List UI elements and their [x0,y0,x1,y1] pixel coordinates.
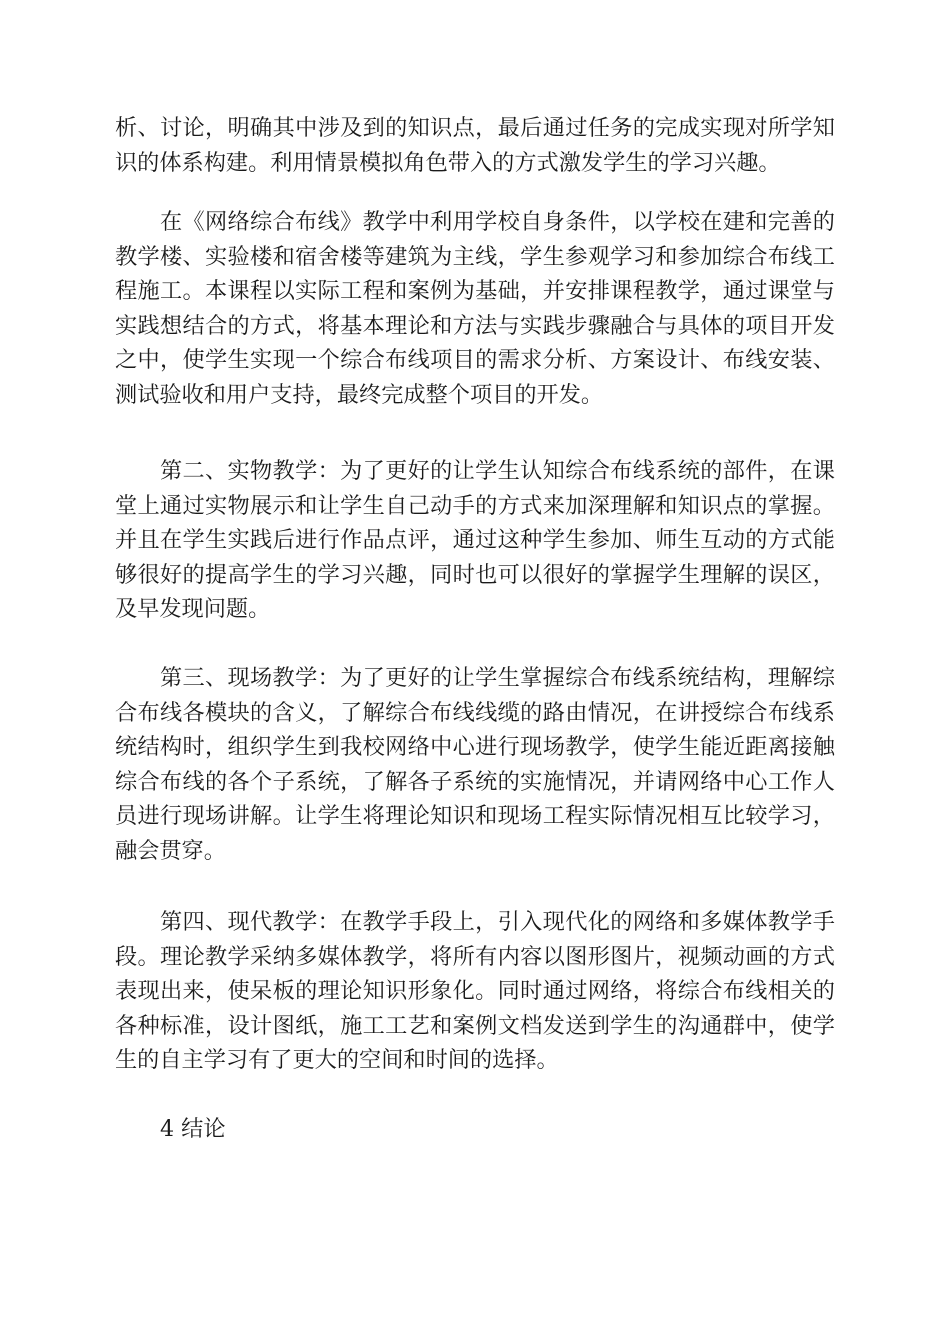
section-heading-conclusion: 4 结论 [160,1116,226,1142]
paragraph-continuation: 析、讨论，明确其中涉及到的知识点，最后通过任务的完成实现对所学知识的体系构建。利用情景模拟角色带入的方式激发学生的学习兴趣。 [115,115,835,176]
paragraph-physical-teaching: 第二、实物教学：为了更好的让学生认知综合布线系统的部件，在课堂上通过实物展示和让学生自己动手的方式来加深理解和知识点的掌握。并且在学生实践后进行作品点评，通过这种学生参加、师生互动的方式能够很好的提高学生的学习兴趣，同时也可以很好的掌握学生理解的误区，及早发现问题。 [115,458,835,622]
paragraph-modern-teaching: 第四、现代教学：在教学手段上，引入现代化的网络和多媒体教学手段。理论教学采纳多媒体教学，将所有内容以图形图片，视频动画的方式表现出来，使呆板的理论知识形象化。同时通过网络，将综合布线相关的各种标准，设计图纸，施工工艺和案例文档发送到学生的沟通群中，使学生的自主学习有了更大的空间和时间的选择。 [115,909,835,1073]
paragraph-campus-project: 在《网络综合布线》教学中利用学校自身条件，以学校在建和完善的教学楼、实验楼和宿舍楼等建筑为主线，学生参观学习和参加综合布线工程施工。本课程以实际工程和案例为基础，并安排课程教学，通过课堂与实践想结合的方式，将基本理论和方法与实践步骤融合与具体的项目开发之中，使学生实现一个综合布线项目的需求分析、方案设计、布线安装、测试验收和用户支持，最终完成整个项目的开发。 [115,209,835,408]
paragraph-onsite-teaching: 第三、现场教学：为了更好的让学生掌握综合布线系统结构，理解综合布线各模块的含义，了解综合布线线缆的路由情况，在讲授综合布线系统结构时，组织学生到我校网络中心进行现场教学，使学生能近距离接触综合布线的各个子系统，了解各子系统的实施情况，并请网络中心工作人员进行现场讲解。让学生将理论知识和现场工程实际情况相互比较学习，融会贯穿。 [115,665,835,864]
